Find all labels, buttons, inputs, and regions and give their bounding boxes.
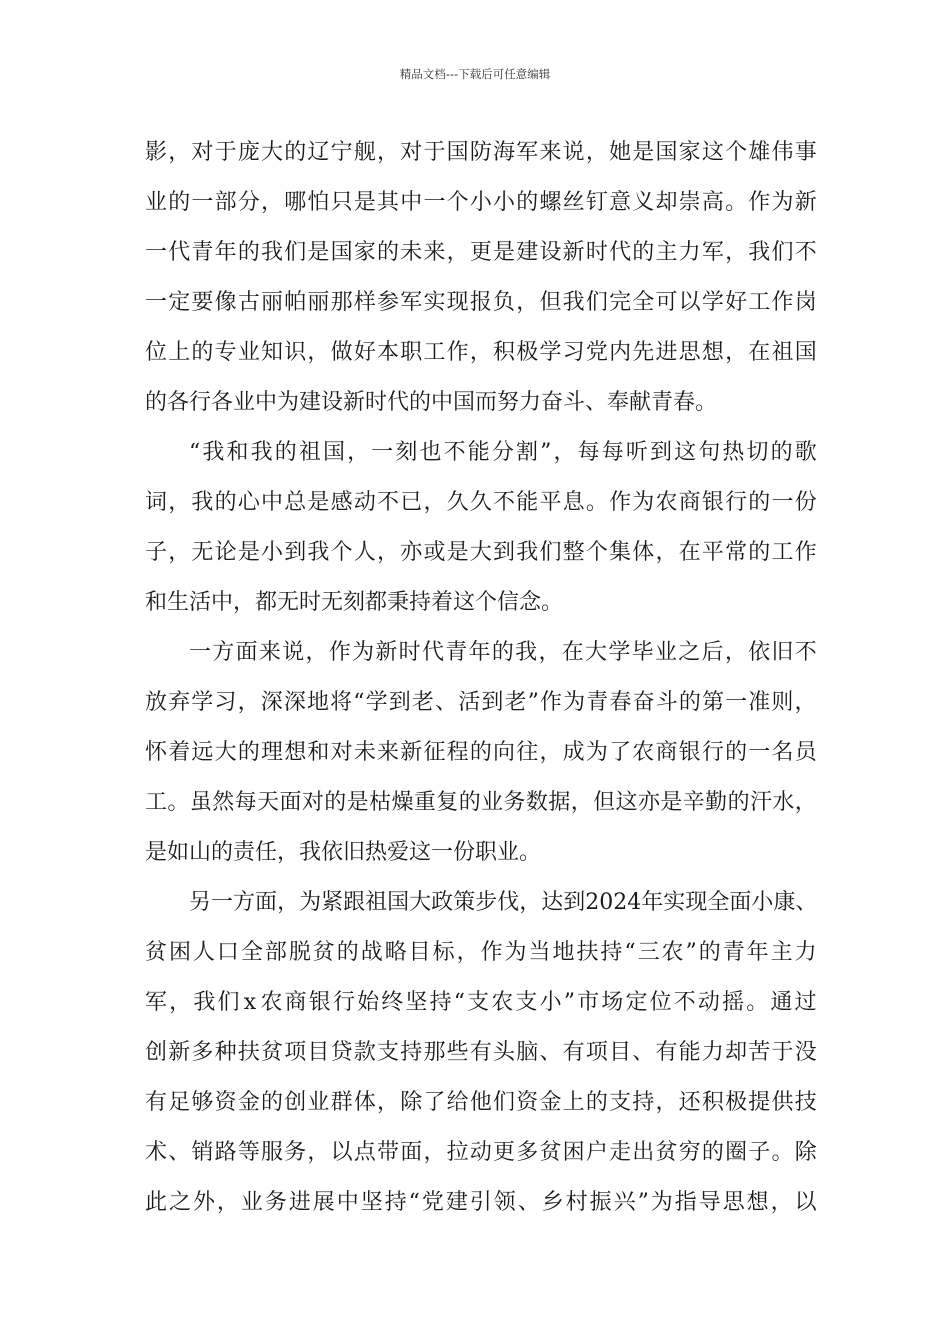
text-line: 影 ， 对 于 庞 大 的 辽 宁 舰 ， 对 于 国 防 海 军 来 说 ， 她 是 国 家 这 个 雄 伟 事 <box>145 140 817 165</box>
text-line: 一 代 青 年 的 我 们 是 国 家 的 未 来 ， 更 是 建 设 新 时 代 的 主 力 军 ， 我 们 不 <box>145 240 817 265</box>
paragraph-1 <box>145 128 817 428</box>
text-line: 业 的 一 部 分 ， 哪 怕 只 是 其 中 一 个 小 小 的 螺 丝 钉 意 义 却 崇 高 。 作 为 新 <box>145 190 817 215</box>
text-line: 术 、 销 路 等 服 务 ， 以 点 带 面 ， 拉 动 更 多 贫 困 户 走 出 贫 穷 的 圈 子 。 除 <box>145 1140 817 1165</box>
paragraph-4 <box>145 878 817 1228</box>
text-line: 的各行各业中为建设新时代的中国而努力奋斗、奉献青春。 <box>145 390 718 415</box>
page-header: 精品文档---下载后可任意编辑 <box>399 67 551 81</box>
text-line: 放 弃 学 习 ， 深 深 地 将 “ 学 到 老 、 活 到 老 ” 作 为 青 春 奋 斗 的 第 一 准 则 ， <box>145 690 817 715</box>
text-line: 另 一 方 面 ， 为 紧 跟 祖 国 大 政 策 步 伐 ， 达 到 2 0 2 4 年 实 现 全 面 小 康 、 <box>189 890 818 915</box>
paragraph-3 <box>145 628 817 878</box>
text-line: 子 ， 无 论 是 小 到 我 个 人 ， 亦 或 是 大 到 我 们 整 个 集 体 ， 在 平 常 的 工 作 <box>145 540 817 565</box>
text-line: 位 上 的 专 业 知 识 ， 做 好 本 职 工 作 ， 积 极 学 习 党 内 先 进 思 想 ， 在 祖 国 <box>145 340 817 365</box>
text-line: 是如山的责任，我依旧热爱这一份职业。 <box>145 840 542 865</box>
text-line: 创 新 多 种 扶 贫 项 目 贷 款 支 持 那 些 有 头 脑 、 有 项 目 、 有 能 力 却 苦 于 没 <box>145 1040 817 1065</box>
paragraph-2 <box>145 428 817 628</box>
text-line: 军 ， 我 们 x 农 商 银 行 始 终 坚 持 “ 支 农 支 小 ” 市 场 定 位 不 动 摇 。 通 过 <box>145 990 817 1015</box>
text-line: 此 之 外 ， 业 务 进 展 中 坚 持 “ 党 建 引 领 、 乡 村 振 兴 ” 为 指 导 思 想 ， 以 <box>145 1190 817 1215</box>
text-line: 词 ， 我 的 心 中 总 是 感 动 不 已 ， 久 久 不 能 平 息 。 作 为 农 商 银 行 的 一 份 <box>145 490 817 515</box>
text-line: 贫 困 人 口 全 部 脱 贫 的 战 略 目 标 ， 作 为 当 地 扶 持 “ 三 农 ” 的 青 年 主 力 <box>145 940 817 965</box>
text-line: 工 。 虽 然 每 天 面 对 的 是 枯 燥 重 复 的 业 务 数 据 ， 但 这 亦 是 辛 勤 的 汗 水 ， <box>145 790 817 815</box>
text-line: 一 定 要 像 古 丽 帕 丽 那 样 参 军 实 现 报 负 ， 但 我 们 完 全 可 以 学 好 工 作 岗 <box>145 290 817 315</box>
text-line: 一 方 面 来 说 ， 作 为 新 时 代 青 年 的 我 ， 在 大 学 毕 业 之 后 ， 依 旧 不 <box>189 640 817 665</box>
text-line: “ 我 和 我 的 祖 国 ， 一 刻 也 不 能 分 割 ” ， 每 每 听 到 这 句 热 切 的 歌 <box>189 440 817 465</box>
text-line: 和生活中，都无时无刻都秉持着这个信念。 <box>145 590 564 615</box>
text-line: 有 足 够 资 金 的 创 业 群 体 ， 除 了 给 他 们 资 金 上 的 支 持 ， 还 积 极 提 供 技 <box>145 1090 817 1115</box>
document-body <box>145 128 817 1228</box>
text-line: 怀 着 远 大 的 理 想 和 对 未 来 新 征 程 的 向 往 ， 成 为 了 农 商 银 行 的 一 名 员 <box>145 740 817 765</box>
